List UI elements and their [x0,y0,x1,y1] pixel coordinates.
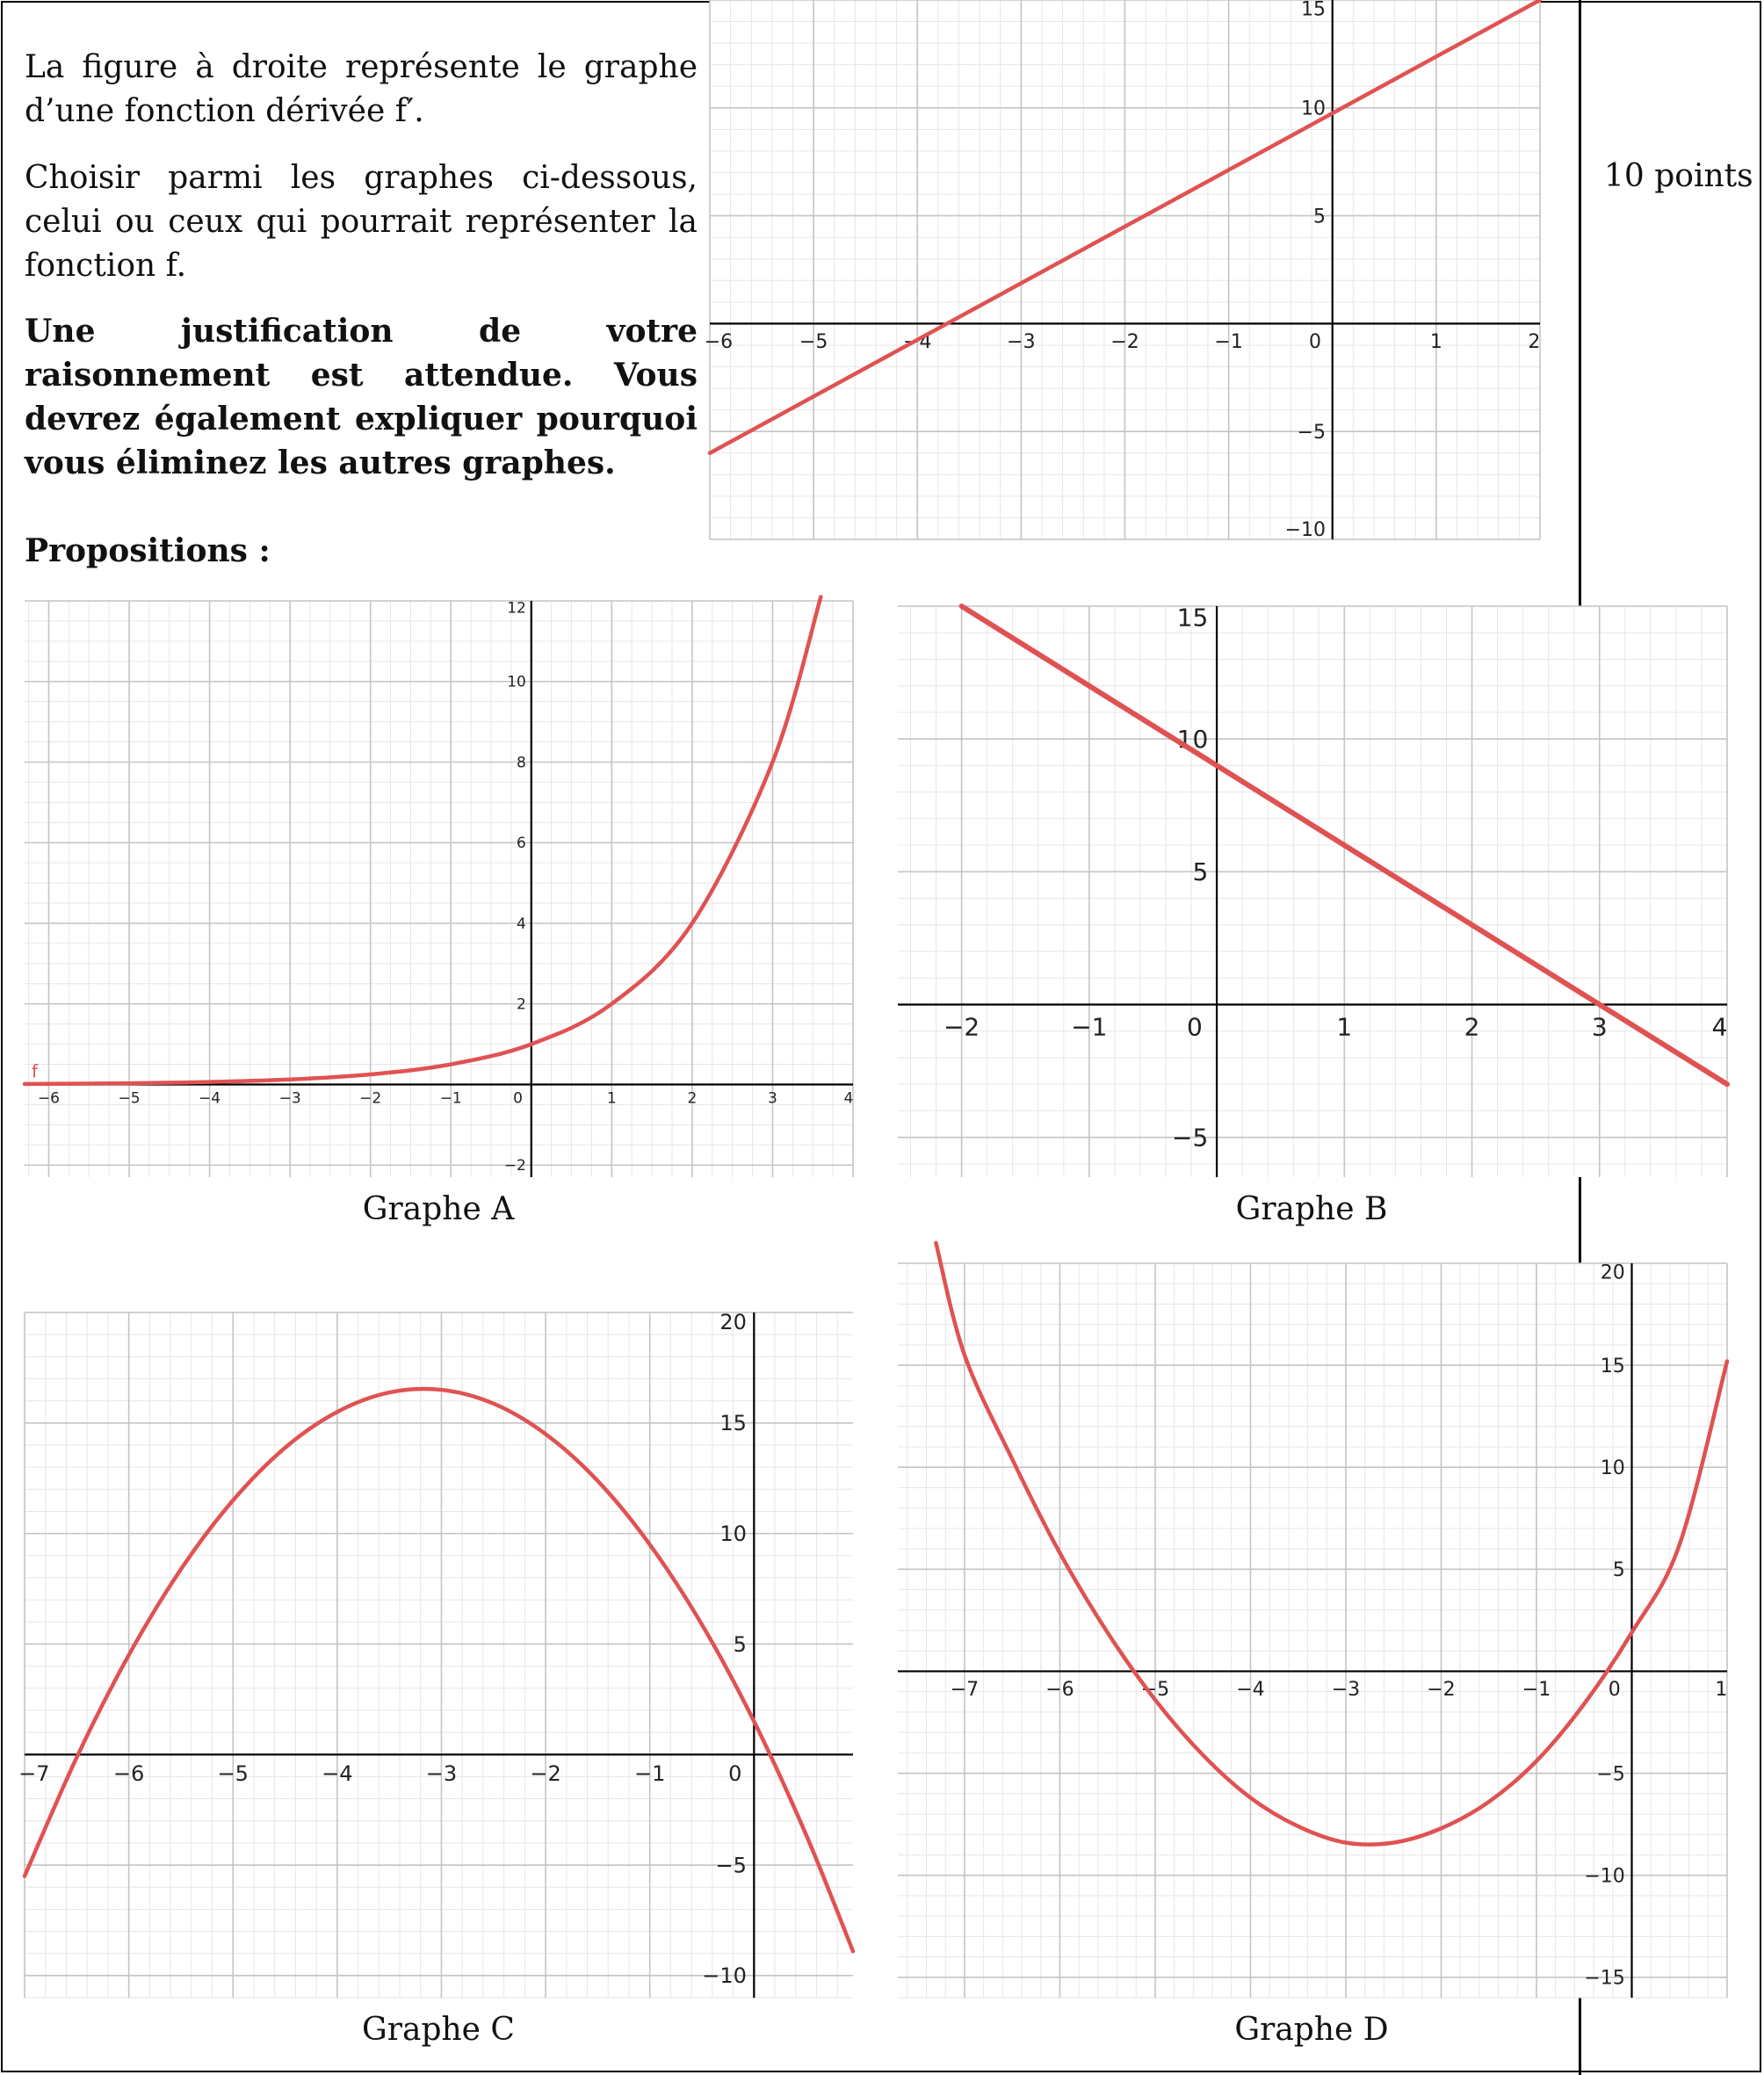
x-tick-label: −3 [425,1761,458,1787]
x-tick-label: 0 [1308,330,1321,353]
x-tick-label: 2 [1464,1012,1480,1042]
x-tick-label: 4 [843,1089,854,1108]
x-tick-label: −4 [322,1761,353,1787]
y-tick-label: −5 [1297,421,1327,444]
x-tick-label: −2 [530,1761,561,1787]
x-tick-label: −4 [199,1089,221,1108]
intro-paragraph: La figure à droite représente le graphe d’une fonction dérivée f′. [25,49,698,129]
points-label: 10 points [1604,158,1753,194]
question-paragraph: Choisir parmi les graphes ci-dessous, celui ou ceux qui pourrait représenter la fonction f. [25,160,698,284]
y-tick-label: 10 [1600,1457,1625,1479]
y-tick-label: 10 [507,673,526,691]
x-tick-label: 4 [1711,1012,1728,1042]
x-tick-label: −6 [1045,1678,1074,1701]
x-tick-label: −6 [112,1761,145,1787]
x-tick-label: −5 [1140,1678,1170,1701]
y-tick-label: 15 [719,1411,747,1436]
propositions-heading: Propositions : [25,532,271,569]
y-tick-label: −5 [1596,1763,1625,1786]
chart-svg-D [898,1263,1727,1998]
chart-svg-C [18,1310,853,1998]
graph-a [25,601,853,1177]
x-tick-label: −2 [1427,1678,1456,1701]
curve-label: f [32,1060,39,1082]
x-tick-label: −2 [359,1089,382,1108]
y-tick-label: 10 [1176,724,1209,754]
y-tick-label: −2 [503,1157,526,1175]
x-tick-label: 2 [687,1089,698,1108]
chart-svg-A [25,601,853,1177]
y-tick-label: −10 [702,1963,747,1989]
x-tick-label: 1 [606,1089,617,1108]
y-tick-label: 2 [517,995,526,1014]
y-tick-label: 5 [733,1631,747,1657]
x-tick-label: −3 [1331,1678,1361,1701]
derivative-graph [704,0,1541,541]
x-tick-label: −1 [1071,1012,1108,1042]
y-tick-label: 5 [1612,1559,1625,1582]
x-tick-label: 3 [768,1089,777,1108]
x-tick-label: 1 [1336,1012,1353,1042]
x-tick-label: 2 [1528,330,1541,353]
y-tick-label: 8 [517,754,526,772]
x-tick-label: 1 [1429,330,1442,353]
y-tick-label: 15 [1301,0,1327,21]
y-tick-label: 10 [719,1522,747,1547]
x-tick-label: −3 [278,1089,301,1108]
caption-graph-a: Graphe A [362,1191,515,1227]
y-tick-label: −15 [1584,1967,1625,1990]
y-tick-label: 15 [1176,603,1209,633]
x-tick-label: −3 [1007,330,1036,353]
x-tick-label: −6 [37,1089,60,1108]
y-tick-label: −10 [1284,519,1327,541]
x-tick-label: −1 [1214,330,1243,353]
x-tick-label: 0 [513,1089,523,1108]
chart-svg-main [704,0,1541,541]
x-tick-label: −7 [950,1678,980,1701]
graph-b [898,603,1728,1177]
x-tick-label: 3 [1591,1012,1608,1042]
y-tick-label: −10 [1584,1865,1625,1888]
y-tick-label: 15 [1600,1355,1625,1377]
x-tick-label: −1 [439,1089,462,1108]
y-tick-label: 12 [507,599,526,618]
y-tick-label: −5 [1171,1123,1209,1153]
y-tick-label: 5 [1313,206,1327,228]
series-curve [936,1243,1727,1845]
series-curve [25,596,821,1083]
y-tick-label: 6 [517,835,526,853]
x-tick-label: −6 [704,330,734,353]
x-tick-label: −5 [118,1089,141,1108]
graph-c [18,1310,853,1998]
x-tick-label: −4 [1236,1678,1265,1701]
graph-d [898,1263,1727,1998]
x-tick-label: 0 [1608,1678,1621,1701]
y-tick-label: 20 [1600,1262,1625,1284]
x-tick-label: −2 [943,1012,980,1042]
x-tick-label: 1 [1715,1678,1728,1701]
x-tick-label: −7 [18,1761,50,1787]
x-tick-label: −1 [1522,1678,1551,1701]
x-tick-label: 0 [728,1761,742,1787]
x-tick-label: −1 [634,1761,666,1787]
x-tick-label: 0 [1186,1012,1203,1042]
y-tick-label: 10 [1301,98,1327,120]
justification-paragraph: Une justification de votre raisonnement est attendue. Vous devrez également expliquer pourquoi vous éliminez les autres graphes. [25,313,698,481]
caption-graph-d: Graphe D [1234,2012,1389,2048]
y-tick-label: 4 [517,915,526,933]
y-tick-label: −5 [715,1853,747,1878]
y-tick-label: 20 [719,1310,747,1335]
x-tick-label: −5 [217,1761,249,1787]
caption-graph-b: Graphe B [1235,1191,1388,1227]
caption-graph-c: Graphe C [362,2012,515,2048]
x-tick-label: −2 [1110,330,1139,353]
x-tick-label: −5 [799,330,828,353]
x-tick-label: −4 [903,330,932,353]
y-tick-label: 5 [1192,857,1209,887]
chart-svg-B [898,603,1728,1177]
